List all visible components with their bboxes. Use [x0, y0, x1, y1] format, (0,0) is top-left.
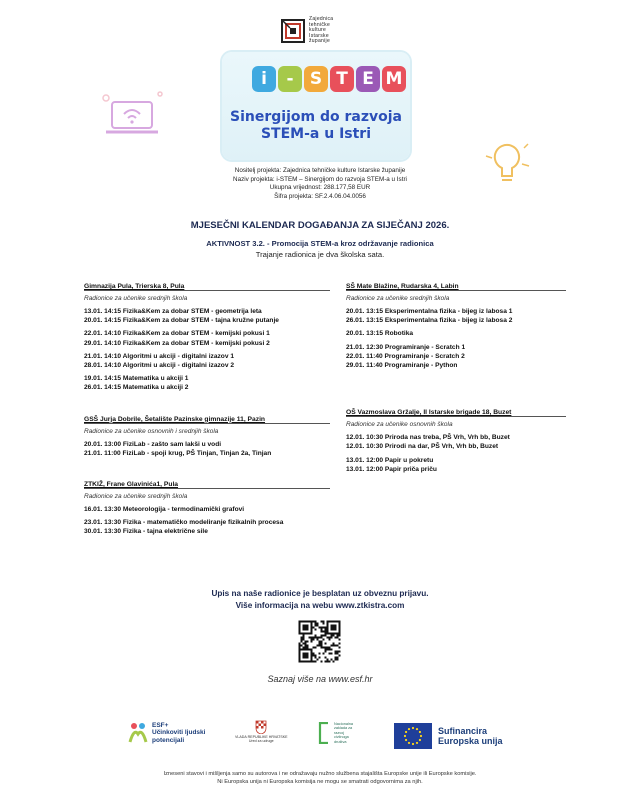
event-item: 28.01. 14:10 Algoritmi u akciji - digitalni izazov 2 [84, 362, 234, 370]
event-group [346, 343, 566, 371]
eu-logo [394, 723, 503, 749]
event-group [84, 329, 330, 347]
esf-link[interactable]: Saznaj više na www.esf.hr [267, 674, 373, 684]
nz-line: Nacionalna [334, 722, 353, 726]
laptop-wifi-icon [98, 84, 168, 149]
esf-logo [128, 722, 205, 744]
venue-audience: Radionice za učenike srednjih škola [346, 295, 450, 302]
qr-code-icon[interactable] [297, 619, 342, 664]
venue-address: Gimnazija Pula, Trierska 8, Pula [84, 283, 185, 290]
event-item: 26.01. 14:15 Matematika u akciji 2 [84, 384, 189, 392]
venue-audience: Radionice za učenike srednjih škola [84, 493, 188, 501]
org-logo-text [309, 17, 333, 45]
nz-line: društva [334, 739, 347, 744]
event-item: 20.01. 13:00 FiziLab - zašto sam lakši u vodi [84, 440, 222, 448]
event-item: 20.01. 13:15 Robotika [346, 330, 414, 338]
venue-block [84, 480, 330, 537]
event-item: 13.01. 12:00 Papir u pokretu [346, 456, 434, 464]
event-item: 26.01. 13:15 Eksperimentalna fizika - bijeg iz labosa 2 [346, 317, 513, 325]
project-holder: Nositelj projekta: Zajednica tehničke kulture Istarske županije [234, 167, 406, 174]
nz-line: civilnoga [334, 735, 349, 740]
venue-block [84, 415, 330, 458]
event-item: 23.01. 13:30 Fizika - matematičko modeliranje fizikalnih procesa [84, 519, 284, 527]
eu-line: Sufinancira [438, 725, 488, 736]
esf-line: ESF+ [152, 722, 169, 729]
venue-audience: Radionice za učenike srednjih škola [84, 295, 188, 302]
event-item: 13.01. 12:00 Papir priča priču [346, 465, 437, 473]
foundation-bracket-icon [318, 722, 330, 744]
event-group [84, 352, 330, 370]
eu-line: Europska unija [438, 736, 503, 746]
activity-heading: AKTIVNOST 3.2. - Promocija STEM-a kroz održavanje radionica [206, 239, 434, 248]
org-line: Zajednica [309, 16, 334, 22]
event-group [84, 518, 330, 536]
signup-info [0, 588, 640, 611]
disclaimer [0, 770, 640, 787]
page-title: MJESEČNI KALENDAR DOGAĐANJA ZA SIJEČANJ 2026. [190, 220, 450, 231]
event-item: 12.01. 10:30 Priroda nas treba, PŠ Vrh, Vrh bb, Buzet [346, 434, 510, 442]
gov-logo [235, 720, 288, 743]
event-item: 20.01. 13:15 Eksperimentalna fizika - bijeg iz labosa 1 [346, 308, 513, 315]
event-group [84, 505, 330, 514]
venue-address: ZTKIŽ, Frane Glavinića1, Pula [84, 481, 179, 489]
venue-address: GSŠ Jurja Dobrile, Šetalište Pazinske gimnazije 11, Pazin [84, 415, 266, 423]
ztkiz-logo-icon [281, 19, 305, 43]
website-link[interactable]: Više informacija na webu www.ztkistra.com [235, 600, 405, 610]
event-item: 30.01. 13:30 Fizika - tajna električne sile [84, 528, 208, 536]
istem-banner [222, 52, 410, 160]
puzzle-letter: M [382, 66, 406, 92]
org-line: tehničke [309, 21, 331, 28]
esf-figures-icon [128, 722, 148, 744]
funding-logos [0, 720, 640, 754]
venue-address: OŠ Vazmoslava Gržalje, II Istarske brigade 18, Buzet [346, 409, 512, 417]
event-item: 19.01. 14:15 Matematika u akciji 1 [84, 375, 189, 383]
nz-line: zaklada za [334, 726, 353, 731]
event-group [84, 374, 330, 392]
esf-line: potencijali [152, 736, 185, 744]
venue-block [346, 282, 566, 370]
event-item: 21.01. 11:00 FiziLab - spoji krug, PŠ Tinjan, Tinjan 2a, Tinjan [84, 449, 272, 457]
banner-slogan [222, 109, 410, 143]
event-item: 29.01. 14:10 Fizika&Kem za dobar STEM - kemijski pokusi 2 [84, 339, 270, 347]
right-column [346, 282, 566, 492]
event-group [346, 307, 566, 325]
puzzle-letter: T [330, 66, 354, 92]
event-item: 20.01. 14:15 Fizika&Kem za dobar STEM - tajna kružne putanje [84, 317, 279, 325]
slogan-line: Sinergijom do razvoja [230, 109, 402, 125]
event-item: 12.01. 10:30 Prirodi na dar, PŠ Vrh, Vrh bb, Buzet [346, 443, 499, 451]
org-line: kulture [309, 27, 327, 34]
duration-note: Trajanje radionica je dva školska sata. [255, 250, 385, 259]
venue-address: SŠ Mate Blažine, Rudarska 4, Labin [346, 283, 459, 290]
venue-block [84, 282, 330, 393]
project-value: Ukupna vrijednost: 288.177,58 EUR [269, 184, 371, 192]
event-item: 29.01. 11:40 Programiranje - Python [346, 362, 458, 370]
gov-line: VLADA REPUBLIKE HRVATSKE [235, 735, 288, 739]
event-group [346, 456, 566, 474]
project-code: Šifra projekta: SF.2.4.06.04.0056 [274, 192, 366, 200]
event-group [346, 433, 566, 451]
puzzle-letter: S [304, 66, 328, 92]
puzzle-letter: E [356, 66, 380, 92]
event-item: 22.01. 14:10 Fizika&Kem za dobar STEM - kemijski pokusi 1 [84, 330, 270, 338]
istem-puzzle-logo [252, 66, 406, 92]
gov-line: Ured za udruge [248, 739, 274, 744]
event-item: 16.01. 13:30 Meteorologija - termodinamički grafovi [84, 506, 245, 514]
venue-block [346, 408, 566, 474]
signup-line: Upis na naše radionice je besplatan uz obveznu prijavu. [211, 589, 429, 598]
event-item: 13.01. 14:15 Fizika&Kem za dobar STEM - geometrija leta [84, 308, 262, 315]
eu-flag-icon [394, 723, 432, 749]
esf-line: Učinkoviti ljudski [152, 729, 206, 737]
event-group [346, 329, 566, 338]
event-item: 21.01. 12:30 Programiranje - Scratch 1 [346, 343, 466, 351]
project-name: Naziv projekta: i-STEM – Sinergijom do razvoja STEM-a u Istri [233, 175, 407, 183]
left-column [84, 282, 330, 555]
nz-line: razvoj [334, 730, 345, 735]
event-item: 21.01. 14:10 Algoritmi u akciji - digitalni izazov 1 [84, 352, 234, 360]
puzzle-letter: i [252, 66, 276, 92]
event-group [84, 440, 330, 458]
disclaimer-line: Izneseni stavovi i mišljenja samo su autorova i ne odražavaju nužno službena stajališta Europske unije ili Europske komisije. [163, 771, 477, 777]
national-foundation-logo [318, 722, 353, 744]
croatian-coat-of-arms-icon [255, 720, 267, 734]
slogan-line: STEM-a u Istri [260, 126, 372, 142]
venue-audience: Radionice za učenike osnovnih i srednjih škola [84, 427, 219, 435]
org-line: Istarske [309, 32, 329, 39]
project-info [0, 167, 640, 201]
venue-audience: Radionice za učenike osnovnih škola [346, 421, 453, 429]
puzzle-letter: - [278, 66, 302, 92]
org-logo [281, 17, 333, 45]
event-group [84, 307, 330, 325]
org-line: županije [309, 38, 331, 45]
disclaimer-line: Ni Europska unija ni Europska komisija ne mogu se smatrati odgovornima za njih. [217, 779, 423, 786]
event-item: 22.01. 11:40 Programiranje - Scratch 2 [346, 352, 465, 360]
